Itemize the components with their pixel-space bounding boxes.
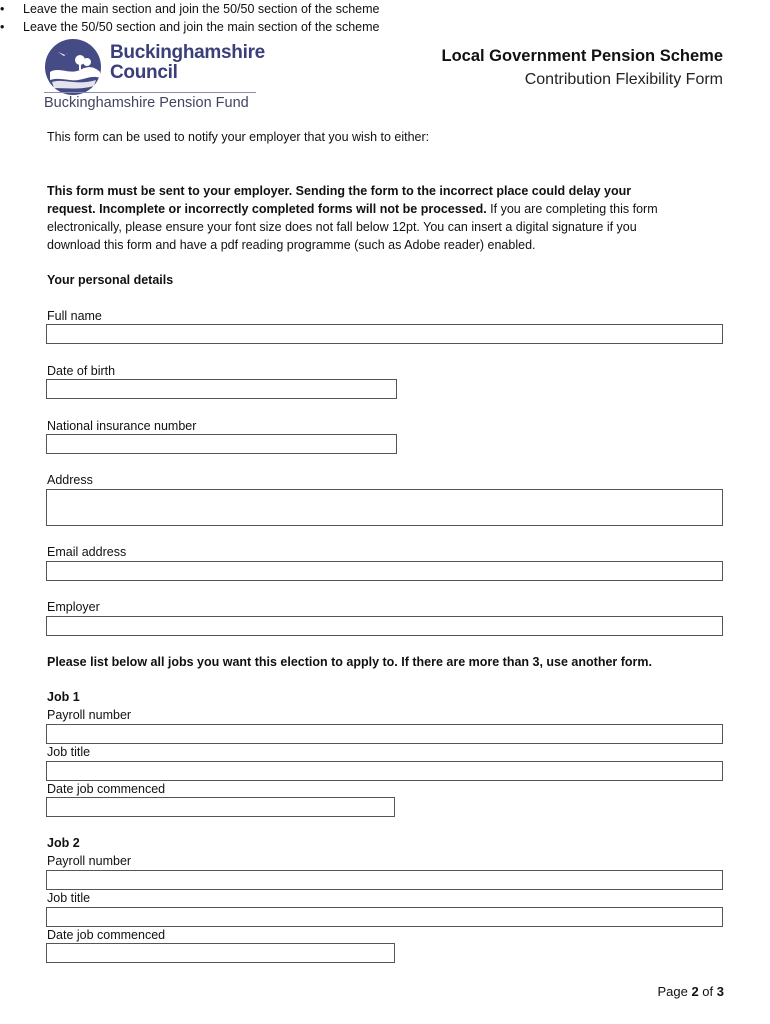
- job1-title-field[interactable]: [46, 761, 723, 781]
- full-name-label: Full name: [47, 309, 102, 323]
- page-word: Page: [657, 984, 692, 999]
- job1-heading: Job 1: [47, 690, 80, 704]
- option-text: Leave the 50/50 section and join the main section of the scheme: [23, 20, 380, 34]
- job2-date-field[interactable]: [46, 943, 395, 963]
- employer-field[interactable]: [46, 616, 723, 636]
- option-text: Leave the main section and join the 50/50 section of the scheme: [23, 2, 380, 16]
- current-page: 2: [691, 984, 699, 999]
- notice-paragraph: [47, 182, 725, 254]
- form-subtitle: Contribution Flexibility Form: [524, 71, 723, 88]
- page-number: [657, 984, 724, 999]
- notice-bold-line2: request. Incomplete or incorrectly completed forms will not be processed.: [47, 202, 487, 216]
- option-item: [0, 18, 770, 36]
- bullet-icon: •: [0, 20, 5, 34]
- option-item: [0, 0, 770, 18]
- job1-date-field[interactable]: [46, 797, 395, 817]
- option-list: [0, 0, 770, 36]
- address-field[interactable]: [46, 489, 723, 526]
- dob-label: Date of birth: [47, 364, 116, 378]
- fund-name: Buckinghamshire Pension Fund: [44, 95, 249, 111]
- jobs-instruction: Please list below all jobs you want this election to apply to. If there are more than 3, use another form.: [47, 655, 652, 669]
- job1-payroll-field[interactable]: [46, 724, 723, 744]
- dob-field[interactable]: [46, 379, 397, 399]
- email-label: Email address: [47, 545, 127, 559]
- notice-bold-line1: This form must be sent to your employer. Sending the form to the incorrect place could delay your: [47, 184, 632, 198]
- job2-title-label: Job title: [47, 891, 91, 905]
- job2-payroll-field[interactable]: [46, 870, 723, 890]
- job1-payroll-label: Payroll number: [47, 708, 132, 722]
- job2-date-label: Date job commenced: [47, 928, 166, 942]
- brand-name-line1: Buckinghamshire: [110, 42, 265, 63]
- notice-tail: If you are completing this form: [486, 202, 658, 216]
- total-pages: 3: [716, 984, 724, 999]
- of-word: of: [698, 984, 717, 999]
- brand-name-line2: Council: [110, 62, 178, 83]
- bullet-icon: •: [0, 2, 5, 16]
- email-field[interactable]: [46, 561, 723, 581]
- job2-heading: Job 2: [47, 836, 80, 850]
- employer-label: Employer: [47, 600, 100, 614]
- council-emblem-icon: [44, 38, 106, 98]
- job1-date-label: Date job commenced: [47, 782, 166, 796]
- address-label: Address: [47, 473, 93, 487]
- notice-line3: electronically, please ensure your font size does not fall below 12pt. You can insert a digital signature if you: [47, 220, 637, 234]
- personal-details-heading: Your personal details: [47, 273, 174, 287]
- ni-number-field[interactable]: [46, 434, 397, 454]
- job2-title-field[interactable]: [46, 907, 723, 927]
- full-name-field[interactable]: [46, 324, 723, 344]
- notice-line4: download this form and have a pdf reading programme (such as Adobe reader) enabled.: [47, 238, 536, 252]
- council-logo: [44, 38, 264, 113]
- form-title: Local Government Pension Scheme: [441, 47, 723, 65]
- job1-title-label: Job title: [47, 745, 91, 759]
- job2-payroll-label: Payroll number: [47, 854, 132, 868]
- intro-text: This form can be used to notify your employer that you wish to either:: [47, 130, 430, 144]
- logo-divider: [44, 92, 256, 93]
- ni-number-label: National insurance number: [47, 419, 197, 433]
